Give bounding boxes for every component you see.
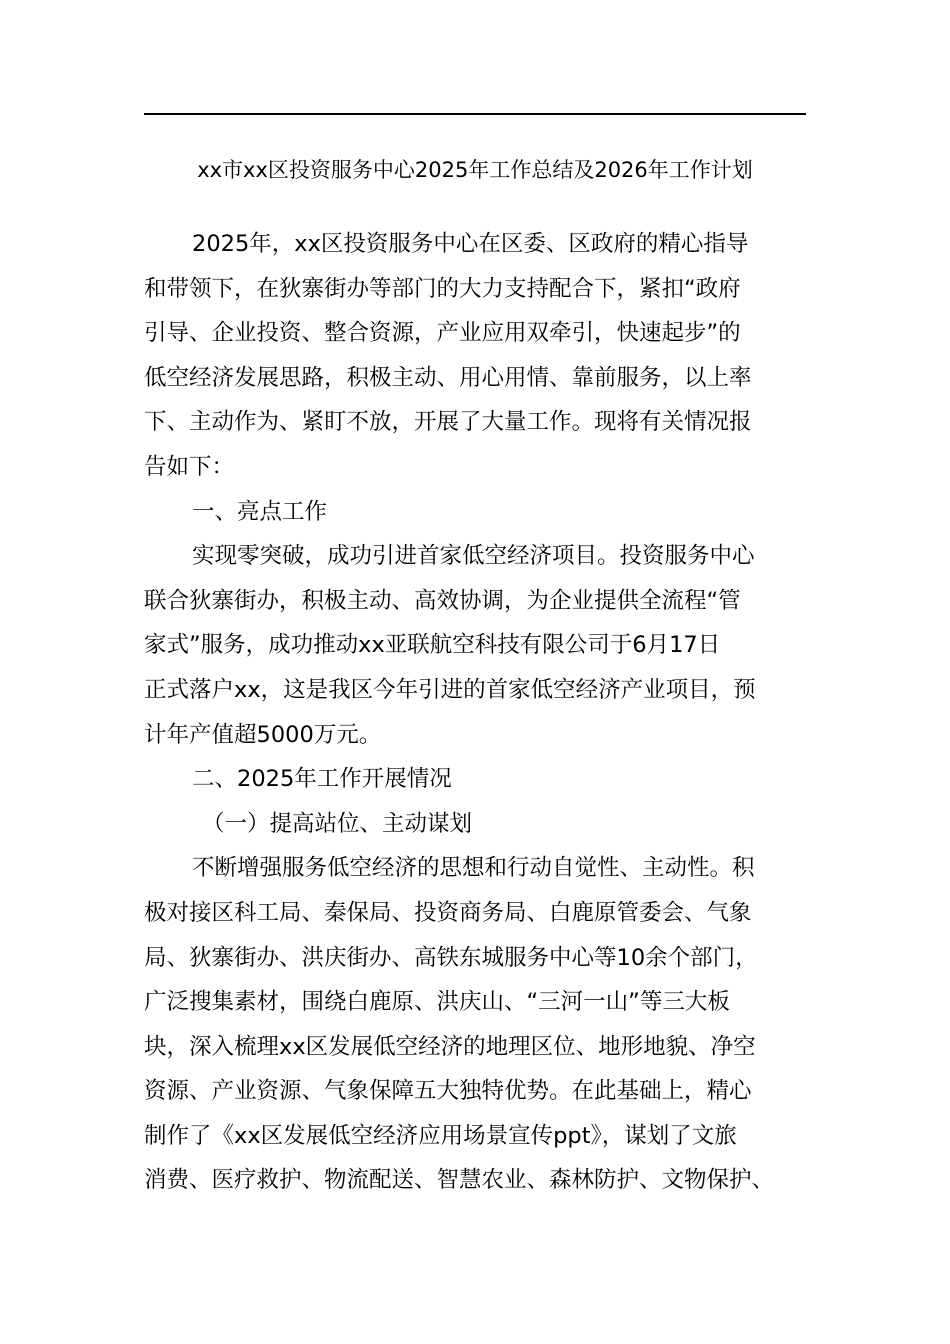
paragraph-line: 家式”服务，成功推动xx亚联航空科技有限公司于6月17日 [144, 632, 721, 659]
paragraph-line: 实现零突破，成功引进首家低空经济项目。投资服务中心 [192, 543, 755, 570]
paragraph-line: 正式落户xx，这是我区今年引进的首家低空经济产业项目，预 [144, 676, 756, 703]
paragraph-line: 广泛搜集素材，围绕白鹿原、洪庆山、“三河一山”等三大板 [144, 989, 730, 1016]
paragraph-line: 资源、产业资源、气象保障五大独特优势。在此基础上，精心 [144, 1078, 752, 1105]
paragraph-line: 局、狄寨街办、洪庆街办、高铁东城服务中心等10余个部门， [144, 944, 758, 971]
document-body [144, 222, 818, 1203]
paragraph-line: 低空经济发展思路，积极主动、用心用情、靠前服务，以上率 [144, 364, 752, 391]
paragraph-line: 告如下： [144, 453, 235, 480]
header-rule [144, 113, 806, 115]
paragraph-line: 联合狄寨街办，积极主动、高效协调，为企业提供全流程“管 [144, 587, 741, 614]
paragraph-line: 不断增强服务低空经济的思想和行动自觉性、主动性。积 [192, 855, 755, 882]
subsection-heading: （一）提高站位、主动谋划 [202, 810, 473, 837]
paragraph-line: 极对接区科工局、秦保局、投资商务局、白鹿原管委会、气象 [144, 899, 752, 926]
paragraph-line: 2025年，xx区投资服务中心在区委、区政府的精心指导 [192, 231, 749, 257]
paragraph-line: 块，深入梳理xx区发展低空经济的地理区位、地形地貌、净空 [144, 1033, 756, 1060]
paragraph-line: 制作了《xx区发展低空经济应用场景宣传ppt》，谋划了文旅 [144, 1122, 737, 1149]
paragraph-line: 引导、企业投资、整合资源，产业应用双牵引，快速起步”的 [144, 320, 741, 347]
section-heading: 一、亮点工作 [192, 498, 328, 525]
paragraph-line: 下、主动作为、紧盯不放，开展了大量工作。现将有关情况报 [144, 409, 752, 436]
paragraph-line: 计年产值超5000万元。 [144, 721, 382, 748]
paragraph-line: 消费、医疗救护、物流配送、智慧农业、森林防护、文物保护、 [144, 1167, 775, 1194]
document-title: xx市xx区投资服务中心2025年工作总结及2026年工作计划 [197, 158, 753, 182]
section-heading: 二、2025年工作开展情况 [192, 766, 452, 793]
paragraph-line: 和带领下，在狄寨街办等部门的大力支持配合下，紧扣“政府 [144, 275, 741, 302]
